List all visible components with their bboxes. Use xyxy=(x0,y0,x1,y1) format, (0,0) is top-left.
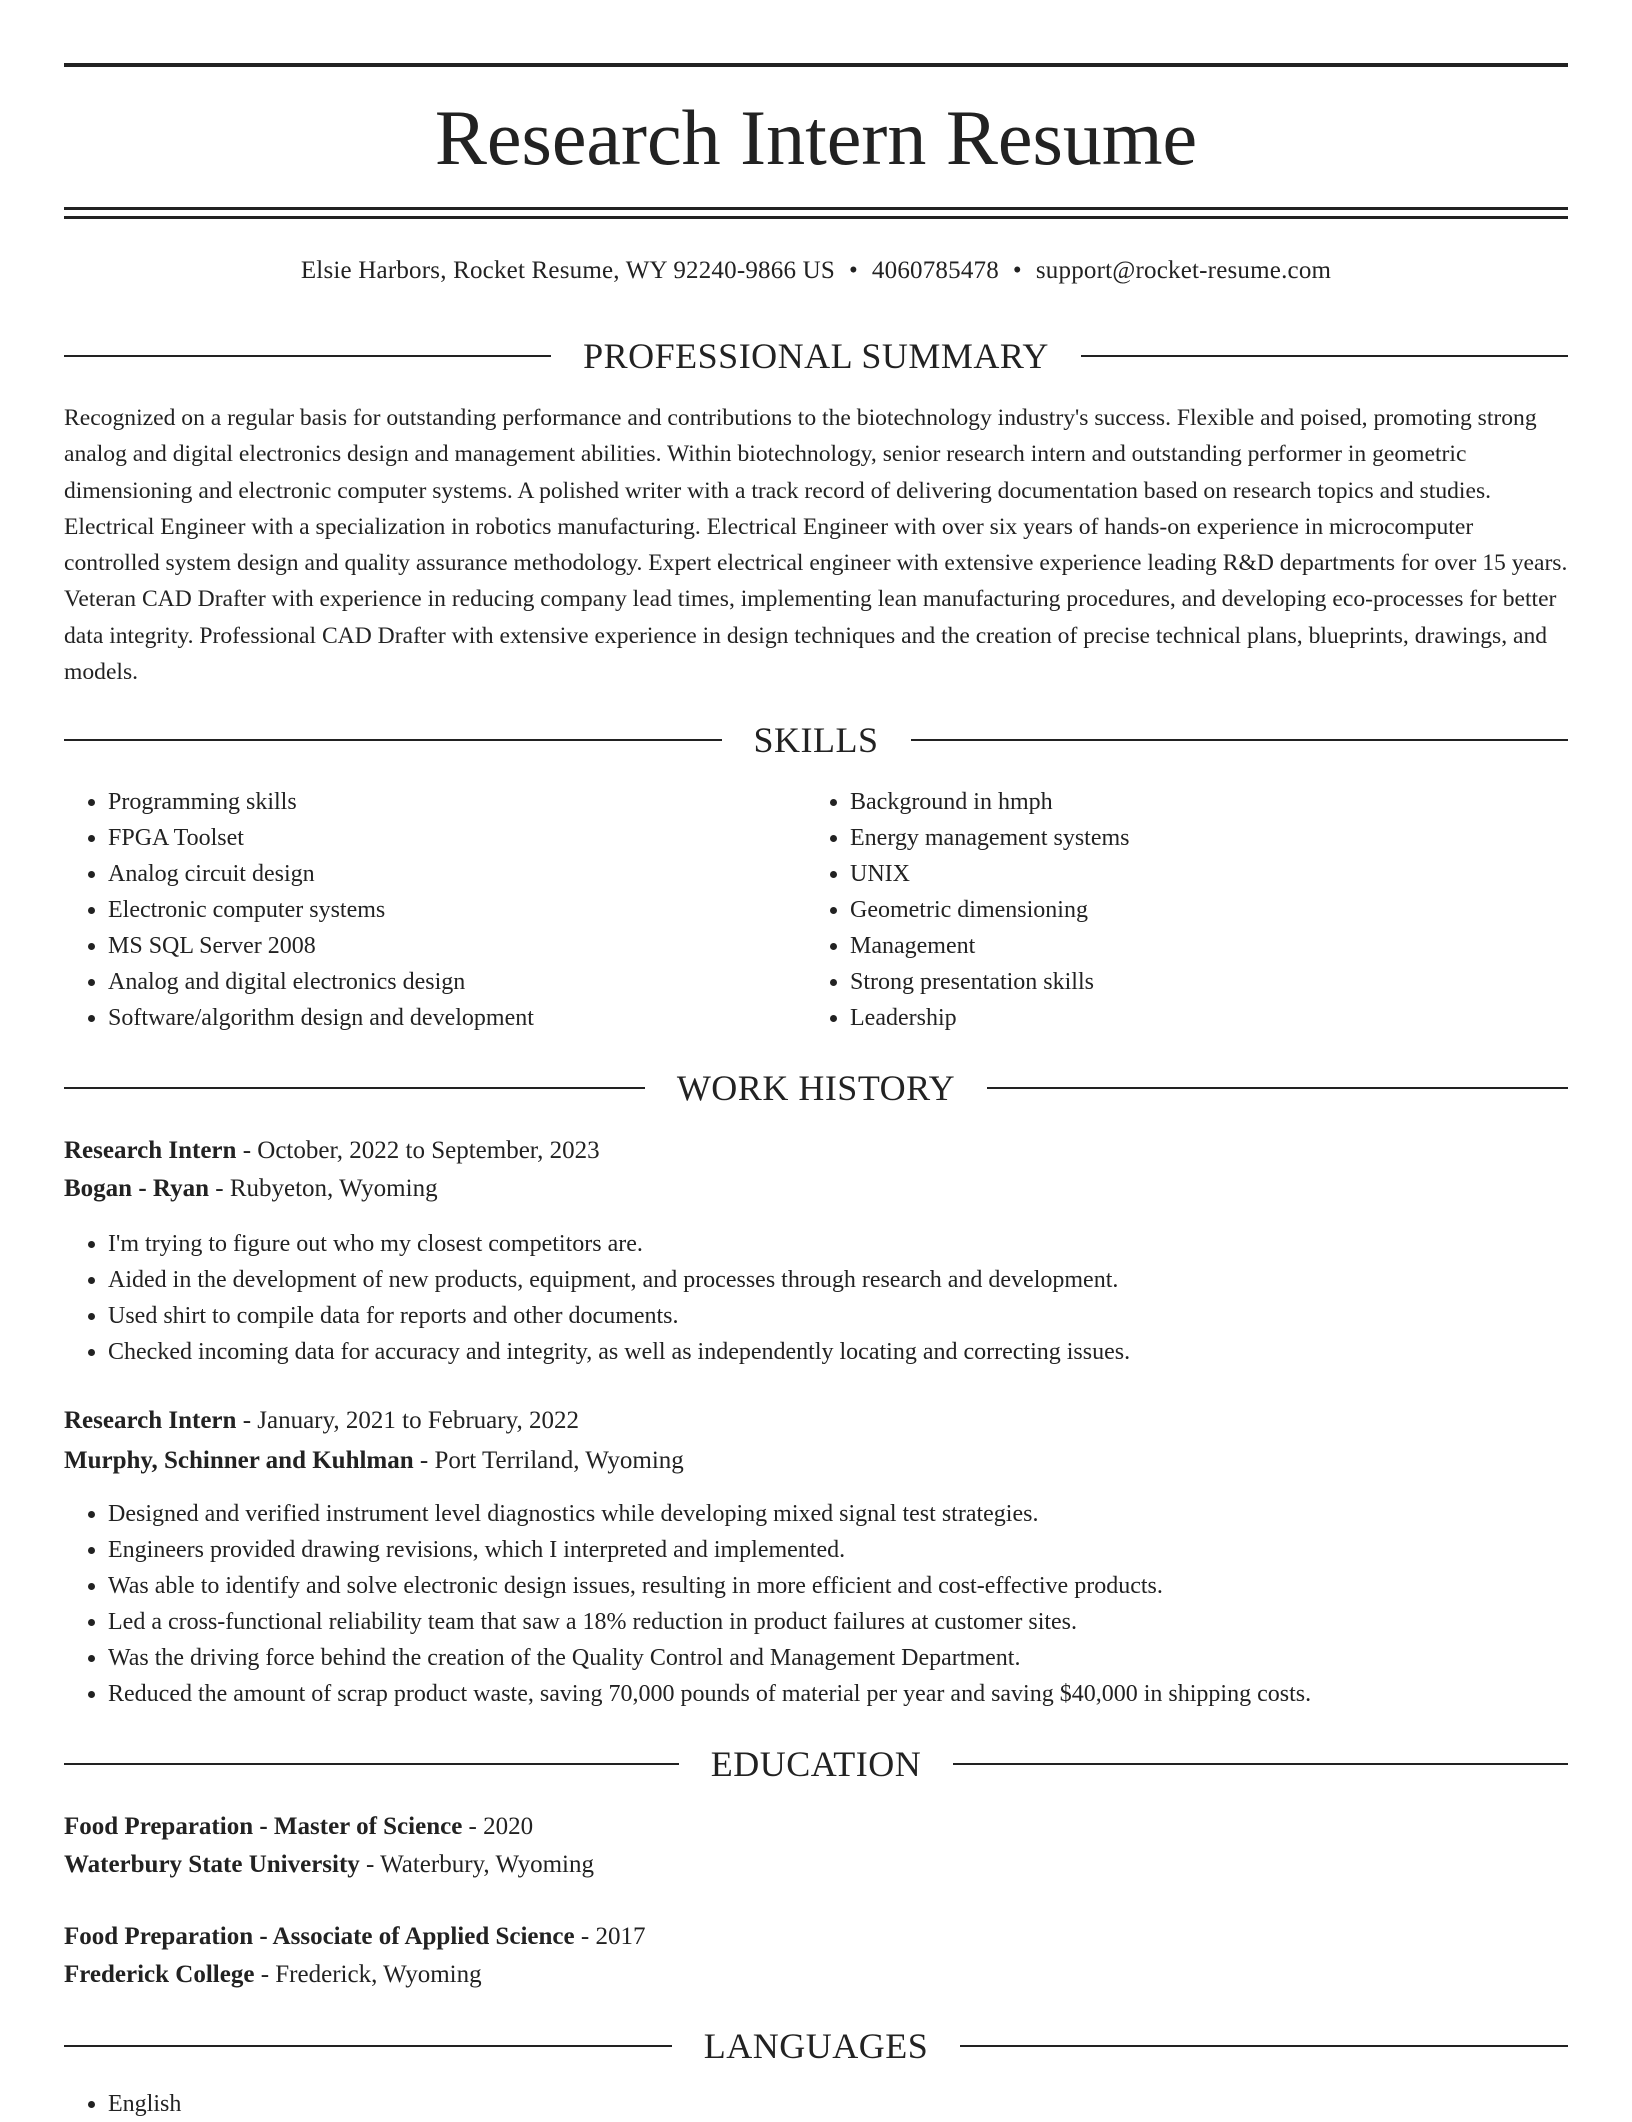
list-item: • I'm trying to figure out who my closest competitors are. xyxy=(108,1226,1568,1262)
list-item: • Was the driving force behind the creation of the Quality Control and Management Department. xyxy=(108,1640,1568,1676)
heading-rule xyxy=(911,739,1569,741)
list-item: • Designed and verified instrument level diagnostics while developing mixed signal test strategies. xyxy=(108,1496,1568,1532)
job-bullets xyxy=(64,1496,1568,1712)
job-location: Rubyeton, Wyoming xyxy=(229,1175,438,1202)
education-location: Frederick, Wyoming xyxy=(275,1961,482,1988)
heading-rule xyxy=(987,1087,1568,1089)
job-location: Port Terriland, Wyoming xyxy=(434,1447,684,1474)
list-item: • Management xyxy=(850,928,1526,964)
list-item: • Geometric dimensioning xyxy=(850,892,1526,928)
list-item: • Was able to identify and solve electronic design issues, resulting in more efficient and cost-effective products. xyxy=(108,1568,1568,1604)
heading-rule xyxy=(64,739,722,741)
languages-heading xyxy=(64,2026,1568,2066)
contact-email: support@rocket-resume.com xyxy=(1035,257,1332,284)
work-history-heading xyxy=(64,1068,1568,1108)
job-bullets xyxy=(64,1226,1568,1370)
job-title: Research Intern xyxy=(64,1407,237,1434)
education-year: 2017 xyxy=(595,1923,646,1950)
section-title: WORK HISTORY xyxy=(676,1068,956,1108)
job-company-line: Bogan - Ryan - Rubyeton, Wyoming xyxy=(64,1175,438,1202)
education-degree-line: Food Preparation - Associate of Applied Science - 2017 xyxy=(64,1923,646,1950)
list-item: • FPGA Toolset xyxy=(108,820,744,856)
list-item: • Leadership xyxy=(850,1000,1526,1036)
job-bullet-list xyxy=(64,1496,1568,1712)
heading-rule xyxy=(953,1763,1568,1765)
skills-left-column xyxy=(64,784,744,1036)
heading-rule xyxy=(64,2045,672,2047)
top-rule xyxy=(64,63,1568,67)
summary-text: Recognized on a regular basis for outstanding performance and contributions to the biotechnology industry's success. Flexible and poised, promoting strong analog and digital electronics design and management abilities. Within biotechnology, senior research intern and outstanding performer in geometric dimensioning and electronic computer systems. A polished writer with a track record of delivering documentation based on research topics and studies. Electrical Engineer with a specialization in robotics manufacturing. Electrical Engineer with over six years of hands-on experience in microcomputer controlled system design and quality assurance methodology. Expert electrical engineer with extensive experience leading R&D departments for over 15 years. Veteran CAD Drafter with experience in reducing company lead times, implementing lean manufacturing procedures, and developing eco-processes for better data integrity. Professional CAD Drafter with extensive experience in design techniques and the creation of precise technical plans, blueprints, drawings, and models. xyxy=(64,405,1568,686)
list-item: • Analog and digital electronics design xyxy=(108,964,744,1000)
skills-list xyxy=(806,784,1526,1036)
job-company: Bogan - Ryan xyxy=(64,1175,209,1202)
section-title: SKILLS xyxy=(753,720,879,760)
heading-rule xyxy=(64,1763,679,1765)
education-school: Waterbury State University xyxy=(64,1851,360,1878)
heading-rule xyxy=(960,2045,1568,2047)
contact-separator: • xyxy=(1012,257,1022,284)
contact-separator: • xyxy=(848,257,858,284)
heading-rule xyxy=(64,355,551,357)
list-item: • Programming skills xyxy=(108,784,744,820)
section-title: LANGUAGES xyxy=(703,2026,929,2066)
job-company: Murphy, Schinner and Kuhlman xyxy=(64,1447,414,1474)
list-item: • Energy management systems xyxy=(850,820,1526,856)
education-heading xyxy=(64,1744,1568,1784)
title-double-rule xyxy=(64,207,1568,219)
education-year: 2020 xyxy=(483,1813,534,1840)
list-item: • Analog circuit design xyxy=(108,856,744,892)
education-degree: Food Preparation - Associate of Applied Science xyxy=(64,1923,575,1950)
list-item: • Software/algorithm design and development xyxy=(108,1000,744,1036)
education-school: Frederick College xyxy=(64,1961,255,1988)
contact-phone: 4060785478 xyxy=(871,257,999,284)
skills-heading xyxy=(64,720,1568,760)
education-location: Waterbury, Wyoming xyxy=(380,1851,594,1878)
list-item: • Strong presentation skills xyxy=(850,964,1526,1000)
job-dates: October, 2022 to September, 2023 xyxy=(257,1137,600,1164)
list-item: • Engineers provided drawing revisions, which I interpreted and implemented. xyxy=(108,1532,1568,1568)
heading-rule xyxy=(1081,355,1568,357)
contact-address: Elsie Harbors, Rocket Resume, WY 92240-9866 US xyxy=(300,257,835,284)
education-school-line: Waterbury State University - Waterbury, Wyoming xyxy=(64,1851,594,1878)
list-item: • UNIX xyxy=(850,856,1526,892)
education-school-line: Frederick College - Frederick, Wyoming xyxy=(64,1961,482,1988)
languages-list-wrap xyxy=(64,2086,1568,2122)
list-item: • Checked incoming data for accuracy and integrity, as well as independently locating and correcting issues. xyxy=(108,1334,1568,1370)
languages-list xyxy=(64,2086,1568,2122)
list-item: • Used shirt to compile data for reports and other documents. xyxy=(108,1298,1568,1334)
job-company-line: Murphy, Schinner and Kuhlman - Port Terriland, Wyoming xyxy=(64,1447,684,1474)
list-item: • Aided in the development of new products, equipment, and processes through research and development. xyxy=(108,1262,1568,1298)
job-title-line: Research Intern - January, 2021 to February, 2022 xyxy=(64,1407,579,1434)
skills-right-column xyxy=(806,784,1526,1036)
list-item: • MS SQL Server 2008 xyxy=(108,928,744,964)
list-item: • Reduced the amount of scrap product waste, saving 70,000 pounds of material per year and saving $40,000 in shipping costs. xyxy=(108,1676,1568,1712)
section-title: PROFESSIONAL SUMMARY xyxy=(583,336,1049,376)
job-bullet-list xyxy=(64,1226,1568,1370)
skills-list xyxy=(64,784,744,1036)
section-title: EDUCATION xyxy=(710,1744,922,1784)
job-dates: January, 2021 to February, 2022 xyxy=(257,1407,579,1434)
summary-heading xyxy=(64,336,1568,376)
job-title-line: Research Intern - October, 2022 to September, 2023 xyxy=(64,1137,600,1164)
list-item: • Electronic computer systems xyxy=(108,892,744,928)
education-degree-line: Food Preparation - Master of Science - 2020 xyxy=(64,1813,534,1840)
page-title: Research Intern Resume xyxy=(434,94,1198,181)
heading-rule xyxy=(64,1087,645,1089)
list-item: • Led a cross-functional reliability team that saw a 18% reduction in product failures at customer sites. xyxy=(108,1604,1568,1640)
contact-line xyxy=(0,254,1632,288)
list-item: • English xyxy=(108,2086,1568,2122)
job-title: Research Intern xyxy=(64,1137,237,1164)
education-degree: Food Preparation - Master of Science xyxy=(64,1813,463,1840)
list-item: • Background in hmph xyxy=(850,784,1526,820)
